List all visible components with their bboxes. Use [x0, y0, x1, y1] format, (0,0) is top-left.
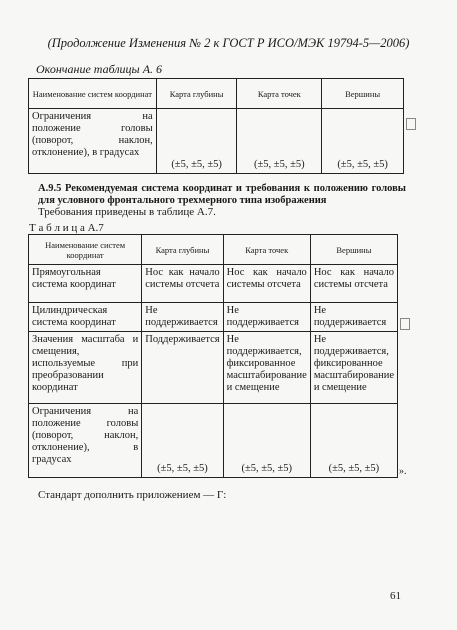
addendum-text: Стандарт дополнить приложением — Г:: [38, 489, 227, 501]
column-header: Наименование систем координат: [29, 235, 142, 265]
table-cell: Не поддерживается: [310, 303, 397, 332]
table-cell: (±5, ±5, ±5): [156, 109, 237, 174]
table-cell: Не поддерживается: [142, 303, 223, 332]
column-header: Вершины: [322, 79, 404, 109]
column-header: Наименование систем координат: [29, 79, 157, 109]
table-row: [29, 404, 398, 478]
table-cell: Не поддерживается, фиксированное масштабирование и смещение: [223, 332, 310, 404]
section-heading: А.9.5 Рекомендуемая система координат и требования к положению головы для условного фронтального трехмерного типа изображения: [38, 183, 406, 206]
column-header: Вершины: [310, 235, 397, 265]
table-cell: Не поддерживается: [223, 303, 310, 332]
table-row: [29, 109, 404, 174]
table-cell: (±5, ±5, ±5): [310, 404, 397, 478]
column-header: Карта точек: [223, 235, 310, 265]
table-cell: Поддерживается: [142, 332, 223, 404]
table-header-row: [29, 235, 398, 265]
table-cell: Нос как начало системы отсчета: [142, 265, 223, 303]
table-cell: Нос как начало системы отсчета: [223, 265, 310, 303]
table-a6: [28, 78, 404, 174]
row-label: Прямоугольная система координат: [29, 265, 142, 303]
row-label: Ограничения на положение головы (поворот, наклон, отклонение), в градусах: [29, 109, 157, 174]
table-header-row: [29, 79, 404, 109]
column-header: Карта глубины: [142, 235, 223, 265]
table-cell: (±5, ±5, ±5): [237, 109, 322, 174]
table-a6-caption: Окончание таблицы А. 6: [36, 62, 163, 76]
row-label: Цилиндрическая система координат: [29, 303, 142, 332]
table-cell: (±5, ±5, ±5): [142, 404, 223, 478]
table-a7-caption: Т а б л и ц а А.7: [29, 222, 104, 234]
table-row: [29, 332, 398, 404]
column-header: Карта точек: [237, 79, 322, 109]
table-row: [29, 303, 398, 332]
margin-mark: [400, 318, 410, 330]
table-cell: (±5, ±5, ±5): [322, 109, 404, 174]
closing-quote-mark: ».: [399, 466, 407, 477]
table-row: [29, 265, 398, 303]
margin-mark: [406, 118, 416, 130]
running-header: (Продолжение Изменения № 2 к ГОСТ Р ИСО/МЭК 19794-5—2006): [47, 36, 410, 50]
requirements-text: Требования приведены в таблице А.7.: [38, 206, 216, 218]
table-cell: Нос как начало системы отсчета: [310, 265, 397, 303]
table-cell: (±5, ±5, ±5): [223, 404, 310, 478]
row-label: Ограничения на положение головы (поворот, наклон, отклонение), в градусах: [29, 404, 142, 478]
table-cell: Не поддерживается, фиксированное масштабирование и смещение: [310, 332, 397, 404]
row-label: Значения масштаба и смещения, используемые при преобразовании координат: [29, 332, 142, 404]
page-number: 61: [390, 590, 401, 602]
column-header: Карта глубины: [156, 79, 237, 109]
table-a7: [28, 234, 398, 478]
